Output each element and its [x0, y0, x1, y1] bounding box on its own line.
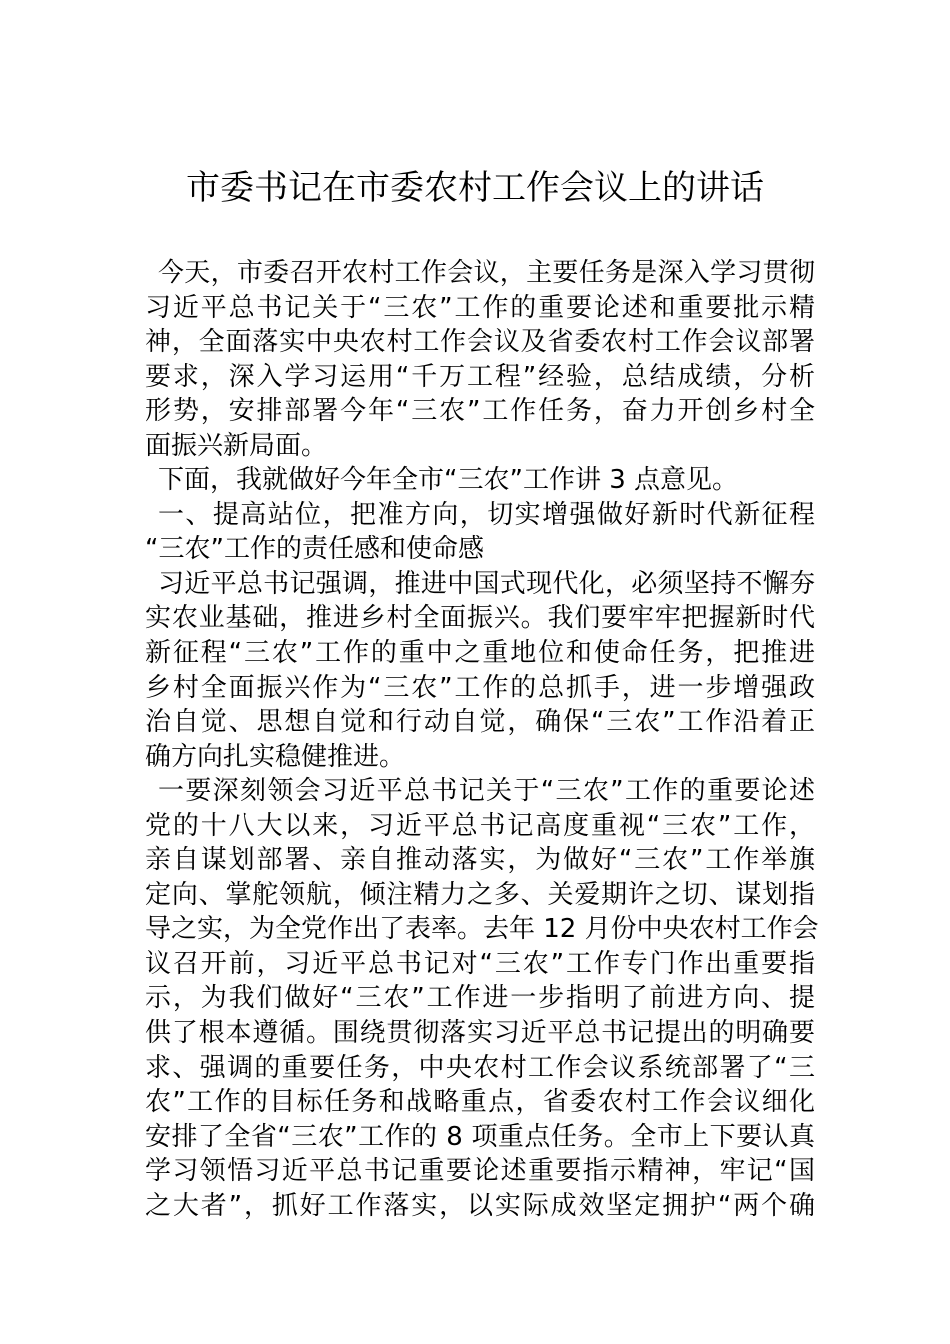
paragraph-line: 学习领悟习近平总书记重要论述重要指示精神，牢记“国 — [145, 1156, 815, 1187]
subheading-line: 一要深刻领会习近平总书记关于“三农”工作的重要论述 — [158, 776, 815, 807]
paragraph-line: 习近平总书记强调，推进中国式现代化，必须坚持不懈夯 — [158, 568, 815, 599]
paragraph-line: 确方向扎实稳健推进。 — [145, 741, 406, 772]
paragraph-line: 新征程“三农”工作的重中之重地位和使命任务，把推进 — [145, 638, 815, 669]
paragraph-line: 亲自谋划部署、亲自推动落实，为做好“三农”工作举旗 — [145, 845, 815, 876]
section-heading-line: “三农”工作的责任感和使命感 — [145, 534, 484, 565]
paragraph-line: 要求，深入学习运用“千万工程”经验，总结成绩，分析 — [145, 361, 815, 392]
paragraph-line: 农”工作的目标任务和战略重点，省委农村工作会议细化 — [145, 1087, 815, 1118]
paragraph-line: 今天，市委召开农村工作会议，主要任务是深入学习贯彻 — [158, 258, 815, 288]
paragraph-line: 治自觉、思想自觉和行动自觉，确保“三农”工作沿着正 — [145, 707, 815, 738]
paragraph-line: 下面，我就做好今年全市“三农”工作讲 3 点意见。 — [158, 465, 739, 496]
paragraph-line: 习近平总书记关于“三农”工作的重要论述和重要批示精 — [145, 292, 815, 323]
paragraph-line: 定向、掌舵领航，倾注精力之多、关爱期许之切、谋划指 — [145, 879, 815, 910]
paragraph-line: 党的十八大以来，习近平总书记高度重视“三农”工作， — [145, 810, 815, 841]
paragraph-line: 神，全面落实中央农村工作会议及省委农村工作会议部署 — [145, 327, 815, 358]
paragraph-line: 形势，安排部署今年“三农”工作任务，奋力开创乡村全 — [145, 396, 815, 427]
section-heading-line: 一、提高站位，把准方向，切实增强做好新时代新征程 — [158, 499, 815, 530]
paragraph-line: 供了根本遵循。围绕贯彻落实习近平总书记提出的明确要 — [145, 1018, 815, 1049]
paragraph-line: 求、强调的重要任务，中央农村工作会议系统部署了“三 — [145, 1052, 815, 1083]
paragraph-line: 面振兴新局面。 — [145, 430, 328, 461]
paragraph-line: 议召开前，习近平总书记对“三农”工作专门作出重要指 — [145, 948, 815, 979]
paragraph-line: 安排了全省“三农”工作的 8 项重点任务。全市上下要认真 — [145, 1121, 815, 1152]
paragraph-line: 示，为我们做好“三农”工作进一步指明了前进方向、提 — [145, 983, 815, 1014]
paragraph-line: 之大者”，抓好工作落实，以实际成效坚定拥护“两个确 — [145, 1190, 815, 1221]
document-body — [145, 256, 819, 1223]
paragraph-line: 实农业基础，推进乡村全面振兴。我们要牢牢把握新时代 — [145, 603, 815, 634]
paragraph-line: 乡村全面振兴作为“三农”工作的总抓手，进一步增强政 — [145, 672, 815, 703]
paragraph-line: 导之实，为全党作出了表率。去年 12 月份中央农村工作会 — [145, 914, 819, 945]
document-title: 市委书记在市委农村工作会议上的讲话 — [186, 168, 764, 208]
